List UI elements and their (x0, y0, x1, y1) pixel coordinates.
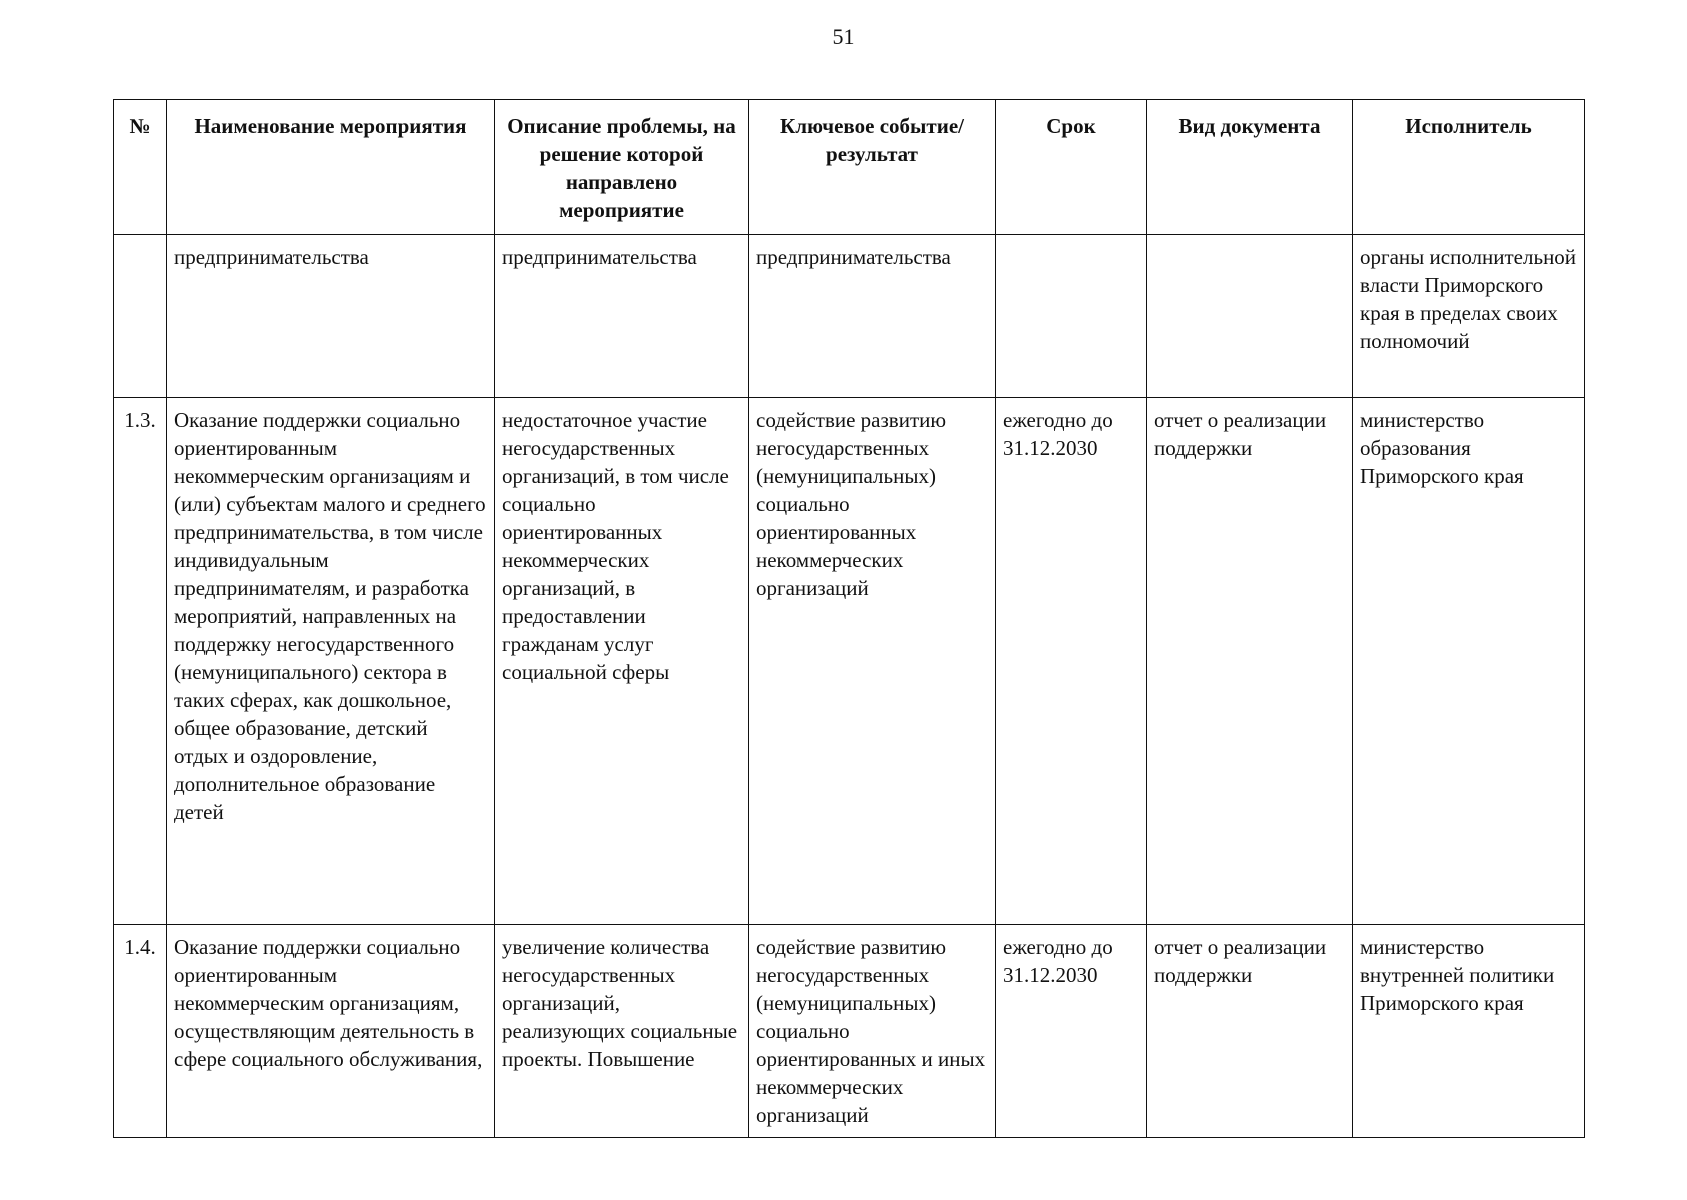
cell-number: 1.3. (114, 398, 167, 925)
table-row (114, 925, 1585, 1138)
table-row (114, 235, 1585, 398)
page-number: 51 (832, 24, 855, 49)
cell-number (114, 235, 167, 398)
cell-problem-description: увеличение количества негосударственных организаций, реализующих социальные проекты. Повышение (495, 925, 749, 1138)
cell-document-type: отчет о реализации поддержки (1147, 398, 1353, 925)
header-executor: Исполнитель (1353, 100, 1585, 235)
cell-number: 1.4. (114, 925, 167, 1138)
header-deadline: Срок (996, 100, 1147, 235)
cell-measure-name: Оказание поддержки социально ориентированным некоммерческим организациям и (или) субъектам малого и среднего предпринимательства, в том числе индивидуальным предпринимателям, и разработка мероприятий, направленных на поддержку негосударственного (немуниципального) сектора в таких сферах, как дошкольное, общее образование, детский отдых и оздоровление, дополнительное образование детей (167, 398, 495, 925)
header-measure-name: Наименование мероприятия (167, 100, 495, 235)
cell-key-result: предпринимательства (749, 235, 996, 398)
cell-deadline: ежегодно до 31.12.2030 (996, 925, 1147, 1138)
cell-executor: министерство внутренней политики Приморского края (1353, 925, 1585, 1138)
cell-measure-name: Оказание поддержки социально ориентированным некоммерческим организациям, осуществляющим деятельность в сфере социального обслуживания, (167, 925, 495, 1138)
cell-key-result: содействие развитию негосударственных (немуниципальных) социально ориентированных некоммерческих организаций (749, 398, 996, 925)
cell-document-type (1147, 235, 1353, 398)
table-row (114, 398, 1585, 925)
cell-executor: органы исполнительной власти Приморского края в пределах своих полномочий (1353, 235, 1585, 398)
cell-document-type: отчет о реализации поддержки (1147, 925, 1353, 1138)
cell-measure-name: предпринимательства (167, 235, 495, 398)
cell-problem-description: предпринимательства (495, 235, 749, 398)
measures-table (113, 99, 1585, 1138)
header-row (114, 100, 1585, 235)
cell-deadline (996, 235, 1147, 398)
header-problem-description: Описание проблемы, на решение которой направлено мероприятие (495, 100, 749, 235)
header-number: № (114, 100, 167, 235)
header-key-result: Ключевое событие/результат (749, 100, 996, 235)
cell-key-result: содействие развитию негосударственных (немуниципальных) социально ориентированных и иных некоммерческих организаций (749, 925, 996, 1138)
cell-deadline: ежегодно до 31.12.2030 (996, 398, 1147, 925)
cell-problem-description: недостаточное участие негосударственных организаций, в том числе социально ориентированных некоммерческих организаций, в предоставлении гражданам услуг социальной сферы (495, 398, 749, 925)
cell-executor: министерство образования Приморского края (1353, 398, 1585, 925)
header-document-type: Вид документа (1147, 100, 1353, 235)
